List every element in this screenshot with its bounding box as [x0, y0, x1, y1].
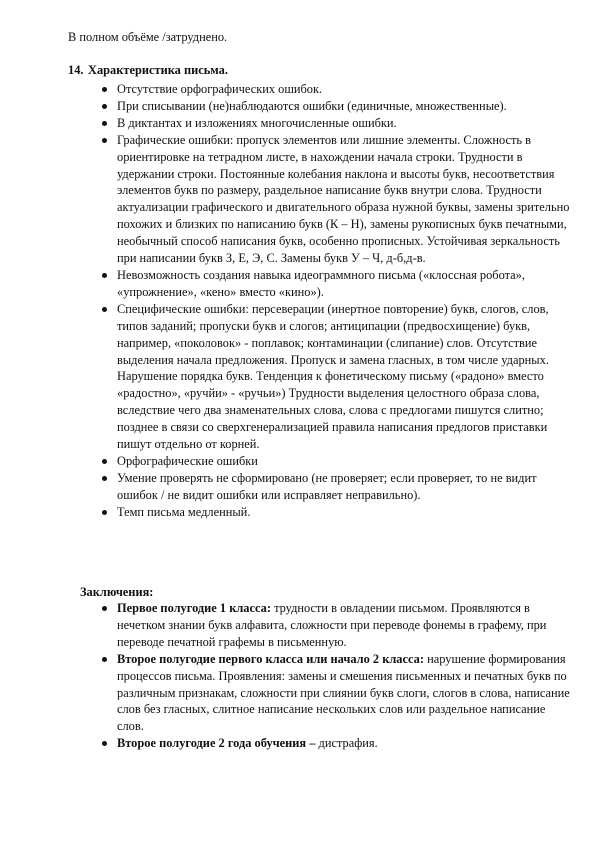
list-item-text: При списывании (не)наблюдаются ошибки (единичные, множественные).: [117, 98, 507, 113]
list-item: [100, 453, 572, 470]
list-item: [100, 81, 572, 98]
bullet-icon: [102, 741, 107, 746]
list-item-lead: Первое полугодие 1 класса:: [117, 601, 271, 615]
list-item-text: трудности в овладении письмом. Проявляются в нечетком знании букв алфавита, сложности при переводе фонемы в графему, при переводе печатной графемы в письменную.: [117, 601, 547, 649]
bullet-icon: [102, 307, 107, 312]
bullet-icon: [102, 121, 107, 126]
bullet-icon: [102, 104, 107, 109]
list-item: [100, 735, 572, 752]
writing-characteristics-list: [100, 81, 572, 521]
bullet-icon: [102, 510, 107, 515]
section-title: Характеристика письма.: [88, 63, 228, 77]
list-item-text: Орфографические ошибки: [117, 453, 258, 468]
intro-line: В полном объёме /затруднено.: [68, 30, 228, 44]
list-item-text: Невозможность создания навыка идеограммного письма («клоссная робота», «упрожнение», «кено» вместо «кино»).: [117, 267, 525, 299]
list-item: [100, 267, 572, 301]
list-item-lead: Второе полугодие 2 года обучения –: [117, 736, 316, 751]
bullet-icon: [102, 606, 107, 611]
conclusion-list: [100, 600, 572, 752]
list-item: [100, 301, 572, 453]
list-item-text: Умение проверять не сформировано (не проверяет; если проверяет, то не видит ошибок / не видит ошибки или исправляет неправильно).: [117, 470, 537, 502]
list-item-text: Отсутствие орфографических ошибок.: [117, 82, 323, 96]
bullet-icon: [102, 476, 107, 481]
list-item-text: В диктантах и изложениях многочисленные ошибки.: [117, 115, 397, 130]
list-item: [100, 600, 572, 651]
list-item-text: Темп письма медленный.: [117, 504, 251, 519]
list-item: [100, 98, 572, 115]
bullet-icon: [102, 459, 107, 464]
bullet-icon: [102, 273, 107, 278]
list-item-text: дистрафия.: [315, 736, 378, 751]
list-item: [100, 651, 572, 736]
list-item: [100, 504, 572, 521]
list-item-lead: Второе полугодие первого класса или начало 2 класса:: [117, 651, 424, 666]
bullet-icon: [102, 657, 107, 662]
section-heading: [68, 62, 548, 79]
list-item: [100, 470, 572, 504]
list-item-text: Специфические ошибки: персеверации (инертное повторение) букв, слогов, слов, типов заданий; пропуски букв и слогов; антиципации (предвосхищение) букв, например, «поколовок» - поплавок; контаминации (слипание) слов. Отсутствие выделения начала предложения. Пропуск и замена гласных, в том числе ударных. Нарушение порядка букв. Тенденция к фонетическому письму («радоно» вместо «радостно», «ручйи» - «ручьи») Трудности выделения целостного образа слова, вследствие чего два знаменательных слова, слова с предлогами пишутся слитно; позднее в связи со сверхгенерализацией правила написания предлогов приставки пишут отдельно от корней.: [117, 301, 549, 452]
list-item: [100, 115, 572, 132]
list-item-text: нарушение формирования процессов письма. Проявления: замены и смешения письменных и печатных букв по различным признакам, сложности при слиянии букв слоги, слогов в слова, написание слов без гласных, слитное написание нескольких слов или раздельное написание слов.: [117, 651, 570, 734]
bullet-icon: [102, 138, 107, 143]
conclusion-heading: Заключения:: [80, 585, 154, 599]
list-item: [100, 132, 572, 267]
list-item-text: Графические ошибки: пропуск элементов или лишние элементы. Сложность в ориентировке на тетрадном листе, в нахождении начала строки. Трудности в удержании строки. Постоянные колебания наклона и высоты букв, несоответствия элементов букв по размеру, раздельное написание букв внутри слова. Трудности актуализации графического и двигательного образа нужной буквы, замены зрительно похожих и близких по написанию букв (К – Н), замены рукописных букв печатными, необычный способ написания букв, особенно прописных. Устойчивая зеркальность при написании букв З, Е, Э, С. Замены букв У – Ч, д-б,д-в.: [117, 132, 570, 266]
bullet-icon: [102, 87, 107, 92]
section-number: 14.: [68, 63, 84, 77]
